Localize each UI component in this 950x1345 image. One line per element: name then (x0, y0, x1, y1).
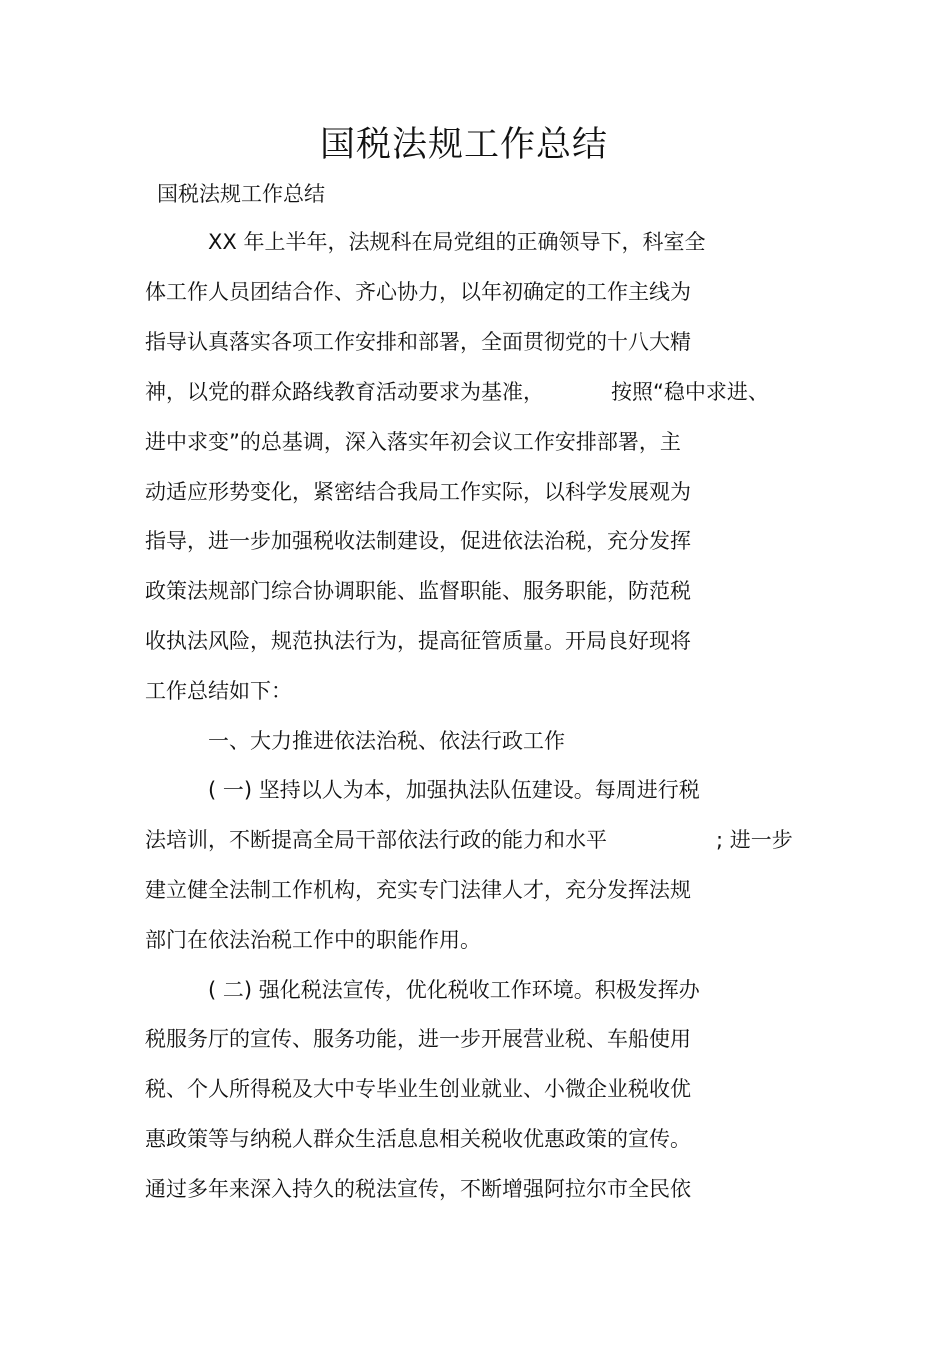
paragraph-line: 指导，进一步加强税收法制建设，促进依法治税，充分发挥 (145, 529, 691, 553)
paragraph-line: 税服务厅的宣传、服务功能，进一步开展营业税、车船使用 (145, 1027, 691, 1051)
paragraph-line: XX 年上半年，法规科在局党组的正确领导下，科室全 (208, 230, 706, 254)
paragraph-line: 进中求变”的总基调，深入落实年初会议工作安排部署，主 (145, 430, 681, 454)
paragraph-line: 部门在依法治税工作中的职能作用。 (145, 928, 481, 952)
document-title: 国税法规工作总结 (319, 125, 608, 165)
paragraph-line: 神，以党的群众路线教育活动要求为基准， (145, 380, 544, 404)
paragraph-line-segment: ; 进一步 (716, 828, 793, 852)
paragraph-line: 税、个人所得税及大中专毕业生创业就业、小微企业税收优 (145, 1077, 691, 1101)
paragraph-line: 工作总结如下： (145, 679, 292, 703)
paragraph-line: 通过多年来深入持久的税法宣传，不断增强阿拉尔市全民依 (145, 1177, 691, 1201)
section-heading: 一、大力推进依法治税、依法行政工作 (208, 729, 565, 753)
paragraph-line: ( 二) 强化税法宣传，优化税收工作环境。积极发挥办 (208, 978, 700, 1002)
paragraph-line: 政策法规部门综合协调职能、监督职能、服务职能，防范税 (145, 579, 691, 603)
paragraph-line: 建立健全法制工作机构，充实专门法律人才，充分发挥法规 (145, 878, 691, 902)
paragraph-line: 法培训，不断提高全局干部依法行政的能力和水平 (145, 828, 607, 852)
paragraph-line: 惠政策等与纳税人群众生活息息相关税收优惠政策的宣传。 (145, 1127, 691, 1151)
document-subtitle: 国税法规工作总结 (157, 182, 325, 206)
paragraph-line: 收执法风险，规范执法行为，提高征管质量。开局良好现将 (145, 629, 691, 653)
paragraph-line-segment: 按照“稳中求进、 (611, 380, 769, 404)
paragraph-line: 体工作人员团结合作、齐心协力，以年初确定的工作主线为 (145, 280, 691, 304)
paragraph-line: 动适应形势变化，紧密结合我局工作实际，以科学发展观为 (145, 480, 691, 504)
paragraph-line: ( 一) 坚持以人为本，加强执法队伍建设。每周进行税 (208, 778, 700, 802)
paragraph-line: 指导认真落实各项工作安排和部署，全面贯彻党的十八大精 (145, 330, 691, 354)
